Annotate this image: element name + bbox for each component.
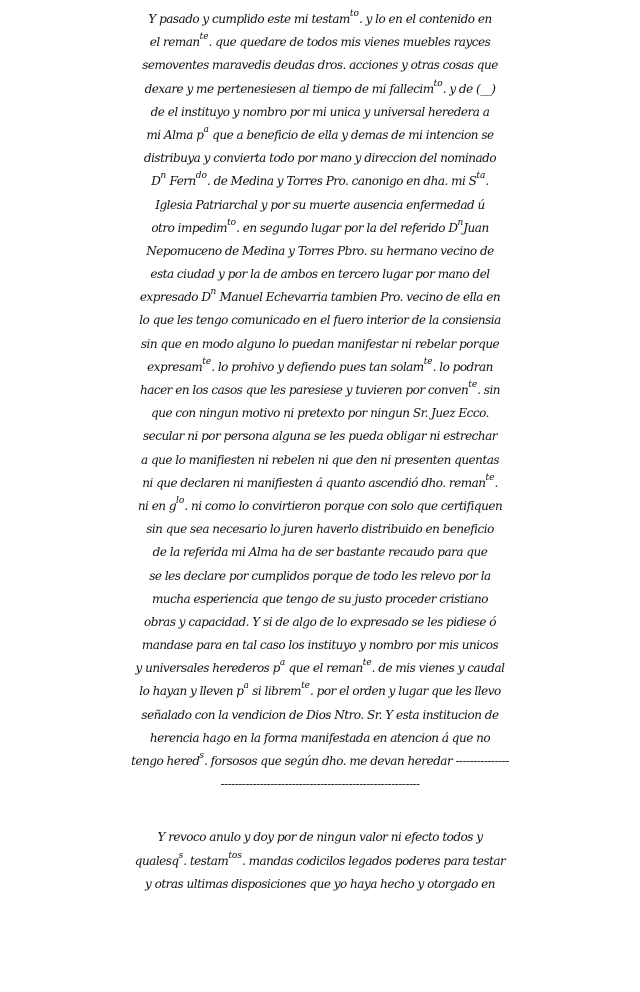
text-run: lo hayan y lleven p xyxy=(139,684,244,699)
text-run: hacer en los casos que les paresiese y tuvieren por conven xyxy=(139,383,469,397)
text-run: de la referida mi Alma ha de ser bastante recaudo para que xyxy=(152,545,488,560)
text-line xyxy=(4,425,636,448)
superscript-abbreviation: te xyxy=(468,380,478,390)
text-line xyxy=(4,657,636,680)
text-run: señalado con la vendicion de Dios Ntro. Sr. Y esta institucion de xyxy=(141,707,499,722)
text-run: ni en g xyxy=(137,498,177,513)
text-run: si librem xyxy=(248,684,302,699)
superscript-abbreviation: a xyxy=(203,124,209,135)
superscript-abbreviation: n xyxy=(210,287,217,298)
text-line xyxy=(4,101,636,124)
text-run: Juan xyxy=(463,220,489,235)
text-run: . testam xyxy=(183,853,229,868)
text-run: . mandas codicilos legados poderes para testar xyxy=(241,853,506,868)
text-run: . xyxy=(485,174,489,189)
text-line xyxy=(4,472,636,495)
superscript-abbreviation: to xyxy=(433,78,443,89)
text-line xyxy=(4,170,636,193)
text-run: obras y capacidad. Y si de algo de lo expresado se les pidiese ó xyxy=(144,614,496,629)
text-run: de el instituyo y nombro por mi unica y universal heredera a xyxy=(150,104,490,119)
text-run: . lo podran xyxy=(432,359,493,374)
text-line xyxy=(4,704,636,727)
superscript-abbreviation: n xyxy=(457,217,464,228)
text-run: semoventes maravedis deudas dros. acciones y otras cosas que xyxy=(142,58,498,73)
text-run: . de Medina y Torres Pro. canonigo en dha. mi S xyxy=(206,174,477,189)
text-run: ni que declaren ni manifiesten á quanto ascendió dho. reman xyxy=(142,475,486,490)
text-line xyxy=(4,588,636,611)
text-line xyxy=(4,379,636,402)
text-line xyxy=(4,873,636,896)
text-run: . sin xyxy=(477,383,501,397)
superscript-abbreviation: te xyxy=(301,681,311,692)
text-run: -------------------------------------------------------- xyxy=(220,777,420,792)
text-run: expresam xyxy=(147,359,203,374)
text-run: qualesq xyxy=(134,853,179,868)
superscript-abbreviation: te xyxy=(362,658,372,669)
text-line xyxy=(4,78,636,101)
text-line xyxy=(4,194,636,217)
text-run: . lo prohivo y defiendo pues tan solam xyxy=(211,359,424,374)
text-line xyxy=(4,680,636,703)
text-line xyxy=(4,449,636,472)
text-run: que con ningun motivo ni pretexto por ningun Sr. Juez Ecco. xyxy=(151,406,489,421)
text-run: tengo hered xyxy=(131,754,200,768)
text-run: otro impedim xyxy=(151,220,228,235)
text-run: . por el orden y lugar que les llevo xyxy=(310,684,501,699)
superscript-abbreviation: te xyxy=(423,356,433,367)
text-run: y otras ultimas disposiciones que yo haya hecho y otorgado en xyxy=(145,876,495,891)
text-run: herencia hago en la forma manifestada en atencion á que no xyxy=(149,730,491,745)
text-line xyxy=(4,54,636,77)
text-run: . xyxy=(494,475,498,490)
text-line xyxy=(4,611,636,634)
text-run: dexare y me pertenesiesen al tiempo de mi fallecim xyxy=(144,81,434,96)
text-line xyxy=(4,124,636,147)
text-line xyxy=(4,263,636,286)
text-run: lo que les tengo comunicado en el fuero interior de la consiensia xyxy=(139,313,501,328)
text-run: que a beneficio de ella y demas de mi intencion se xyxy=(208,127,494,142)
superscript-abbreviation: to xyxy=(227,217,237,228)
superscript-abbreviation: te xyxy=(202,356,212,367)
text-run: Iglesia Patriarchal y por su muerte ausencia enfermedad ú xyxy=(155,197,485,212)
text-line xyxy=(4,727,636,750)
text-line xyxy=(4,634,636,657)
text-line xyxy=(4,147,636,170)
text-run: . ni como lo convirtieron porque con solo que certifiquen xyxy=(184,498,503,513)
superscript-abbreviation: tos xyxy=(228,850,242,861)
text-line xyxy=(4,541,636,564)
text-line xyxy=(4,31,636,54)
superscript-abbreviation: do xyxy=(195,171,207,182)
testament-paragraph-1 xyxy=(4,8,636,796)
text-run: y universales herederos p xyxy=(135,661,280,676)
text-run: esta ciudad y por la de ambos en tercero lugar por mano del xyxy=(150,267,490,282)
text-run: Manuel Echevarria tambien Pro. vecino de ella en xyxy=(216,290,501,305)
text-line xyxy=(4,286,636,309)
text-run: Y revoco anulo y doy por de ningun valor ni efecto todos y xyxy=(157,830,483,845)
text-line xyxy=(4,356,636,379)
text-run: Fern xyxy=(166,174,196,189)
text-run: expresado D xyxy=(139,290,211,305)
superscript-abbreviation: s xyxy=(199,751,205,761)
superscript-abbreviation: ta xyxy=(476,171,486,182)
text-run: mi Alma p xyxy=(146,127,204,142)
text-line xyxy=(4,333,636,356)
text-run: secular ni por persona alguna se les pueda obligar ni estrechar xyxy=(142,429,498,444)
text-run: . forsosos que según dho. me devan heredar --------------- xyxy=(204,754,509,768)
text-line xyxy=(4,826,636,849)
text-run: . y lo en el contenido en xyxy=(358,12,492,26)
text-run: . que quedare de todos mis vienes muebles rayces xyxy=(208,35,491,50)
superscript-abbreviation: te xyxy=(485,472,495,483)
text-run: Nepomuceno de Medina y Torres Pbro. su hermano vecino de xyxy=(146,243,494,258)
text-run: . en segundo lugar por la del referido D xyxy=(236,220,458,235)
text-run: que el reman xyxy=(285,661,363,676)
superscript-abbreviation: te xyxy=(199,32,209,43)
text-line xyxy=(4,309,636,332)
text-line xyxy=(4,850,636,873)
text-run: el reman xyxy=(149,35,200,50)
text-line xyxy=(4,217,636,240)
superscript-abbreviation: a xyxy=(243,681,249,692)
text-run: sin que en modo alguno lo puedan manifestar ni rebelar porque xyxy=(140,336,500,351)
superscript-abbreviation: a xyxy=(279,658,286,669)
text-run: . de mis vienes y caudal xyxy=(371,661,505,676)
text-run: distribuya y convierta todo por mano y direccion del nominado xyxy=(143,151,497,166)
text-line xyxy=(4,518,636,541)
text-run: sin que sea necesario lo juren haverlo distribuido en beneficio xyxy=(146,522,494,537)
paragraph-gap xyxy=(4,796,636,826)
text-run: D xyxy=(151,174,161,189)
text-run: mandase para en tal caso los instituyo y nombro por mis unicos xyxy=(141,638,499,653)
text-line xyxy=(4,773,636,796)
text-run: . y de (__) xyxy=(442,81,496,96)
text-line xyxy=(4,565,636,588)
superscript-abbreviation: lo xyxy=(176,495,185,506)
text-run: mucha esperiencia que tengo de su justo proceder cristiano xyxy=(152,591,488,606)
text-line xyxy=(4,8,636,31)
text-run: a que lo manifiesten ni rebelen ni que den ni presenten quentas xyxy=(140,452,500,467)
superscript-abbreviation: n xyxy=(160,171,167,182)
text-line xyxy=(4,750,636,773)
text-run: Y pasado y cumplido este mi testam xyxy=(148,12,350,26)
superscript-abbreviation: s xyxy=(178,850,184,861)
testament-paragraph-2 xyxy=(4,826,636,896)
text-line xyxy=(4,495,636,518)
text-line xyxy=(4,240,636,263)
text-line xyxy=(4,402,636,425)
text-run: se les declare por cumplidos porque de todo les relevo por la xyxy=(149,568,491,583)
superscript-abbreviation: to xyxy=(349,9,359,19)
